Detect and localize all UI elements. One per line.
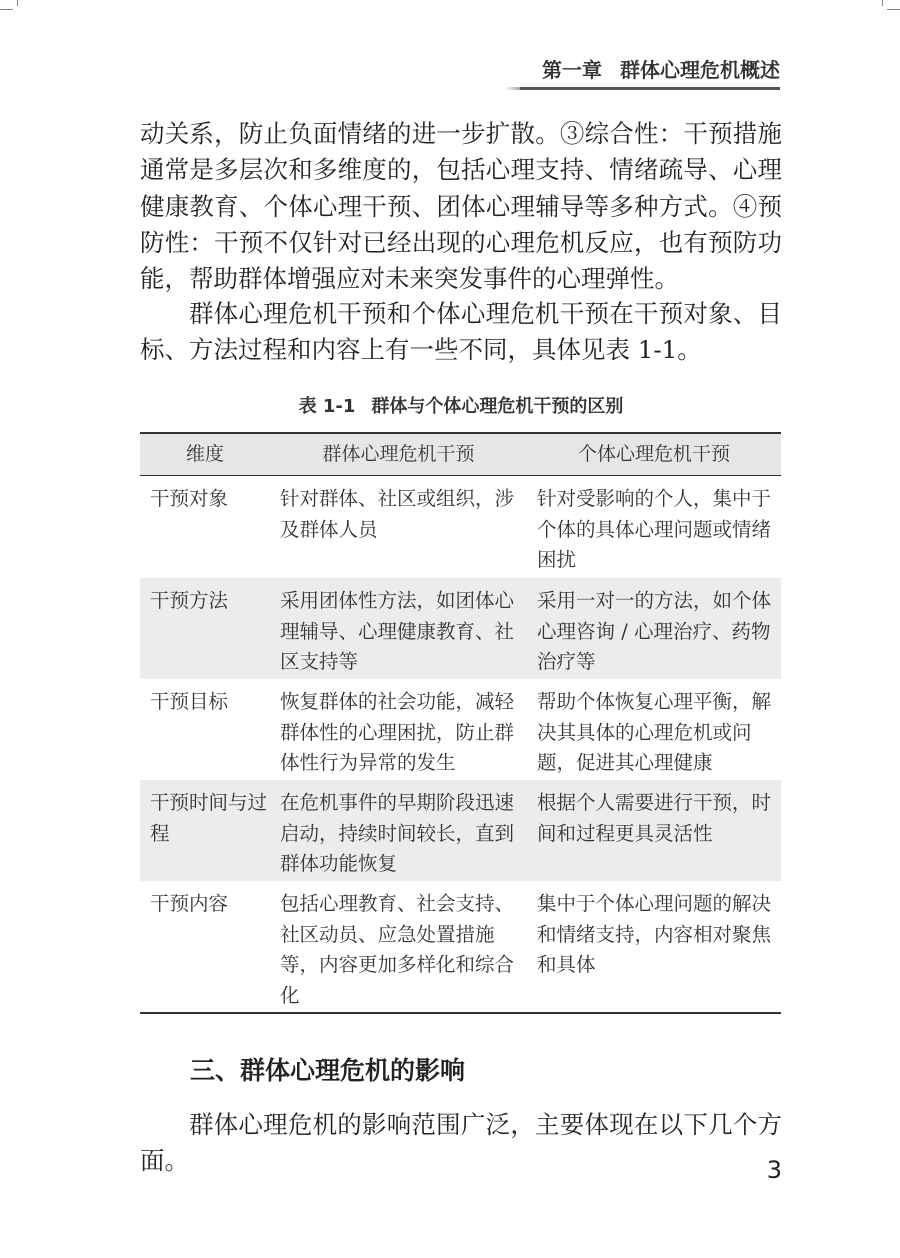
table-cell-group: 在危机事件的早期阶段迅速启动，持续时间较长，直到群体功能恢复	[280, 791, 515, 875]
table-row	[140, 476, 781, 579]
table-row	[140, 780, 781, 881]
table-cell-group: 针对群体、社区或组织，涉及群体人员	[280, 487, 515, 541]
crop-mark	[0, 9, 13, 10]
table-caption-title: 群体与个体心理危机干预的区别	[371, 396, 624, 417]
body-paragraph-2: 群体心理危机干预和个体心理危机干预在干预对象、目标、方法过程和内容上有一些不同，具体见表 1-1。	[140, 299, 782, 365]
table-caption	[140, 394, 782, 420]
crop-mark	[17, 0, 18, 6]
table-header-row	[140, 433, 781, 476]
section-title: 三、群体心理危机的影响	[190, 1056, 466, 1085]
table-cell-group: 包括心理教育、社会支持、社区动员、应急处置措施等，内容更加多样化和综合化	[270, 881, 527, 1013]
table-header-cell: 个体心理危机干预	[527, 433, 781, 476]
table-cell-individual: 针对受影响的个人，集中于个体的具体心理问题或情绪困扰	[537, 487, 772, 571]
table-cell-group: 采用团体性方法，如团体心理辅导、心理健康教育、社区支持等	[280, 589, 515, 673]
page-number: 3	[766, 1156, 782, 1184]
chapter-title: 群体心理危机概述	[620, 58, 780, 82]
table-cell-dimension: 干预目标	[150, 690, 229, 713]
table-row	[140, 679, 781, 780]
crop-mark	[887, 9, 900, 10]
table-cell-individual: 帮助个体恢复心理平衡，解决其具体的心理危机或问题，促进其心理健康	[537, 690, 772, 774]
table-header-cell: 维度	[140, 433, 270, 476]
table-row	[140, 881, 781, 1013]
table-cell-dimension: 干预内容	[140, 881, 270, 1013]
table-cell-dimension: 干预时间与过程	[150, 791, 268, 845]
crop-mark	[882, 0, 883, 6]
header-rule	[520, 87, 780, 90]
table-header-cell: 群体心理危机干预	[270, 433, 527, 476]
table-caption-number: 表 1-1	[298, 396, 356, 417]
section-paragraph: 群体心理危机的影响范围广泛，主要体现在以下几个方面。	[140, 1110, 782, 1176]
table-row	[140, 578, 781, 679]
chapter-label: 第一章	[542, 58, 602, 82]
body-paragraph-1: 动关系，防止负面情绪的进一步扩散。③综合性：干预措施通常是多层次和多维度的，包括心理支持、情绪疏导、心理健康教育、个体心理干预、团体心理辅导等多种方式。④预防性：干预不仅针对已经出现的心理危机反应，也有预防功能，帮助群体增强应对未来突发事件的心理弹性。	[140, 119, 782, 294]
table-cell-group: 恢复群体的社会功能，减轻群体性的心理困扰，防止群体性行为异常的发生	[280, 690, 515, 774]
table-cell-dimension: 干预对象	[150, 487, 229, 510]
running-header	[526, 55, 780, 85]
table-cell-individual: 根据个人需要进行干预，时间和过程更具灵活性	[537, 791, 772, 845]
comparison-table	[140, 432, 781, 1014]
table-cell-dimension: 干预方法	[150, 589, 229, 612]
table-cell-individual: 采用一对一的方法，如个体心理咨询 / 心理治疗、药物治疗等	[537, 589, 772, 673]
table-cell-individual: 集中于个体心理问题的解决和情绪支持，内容相对聚焦和具体	[527, 881, 781, 1013]
